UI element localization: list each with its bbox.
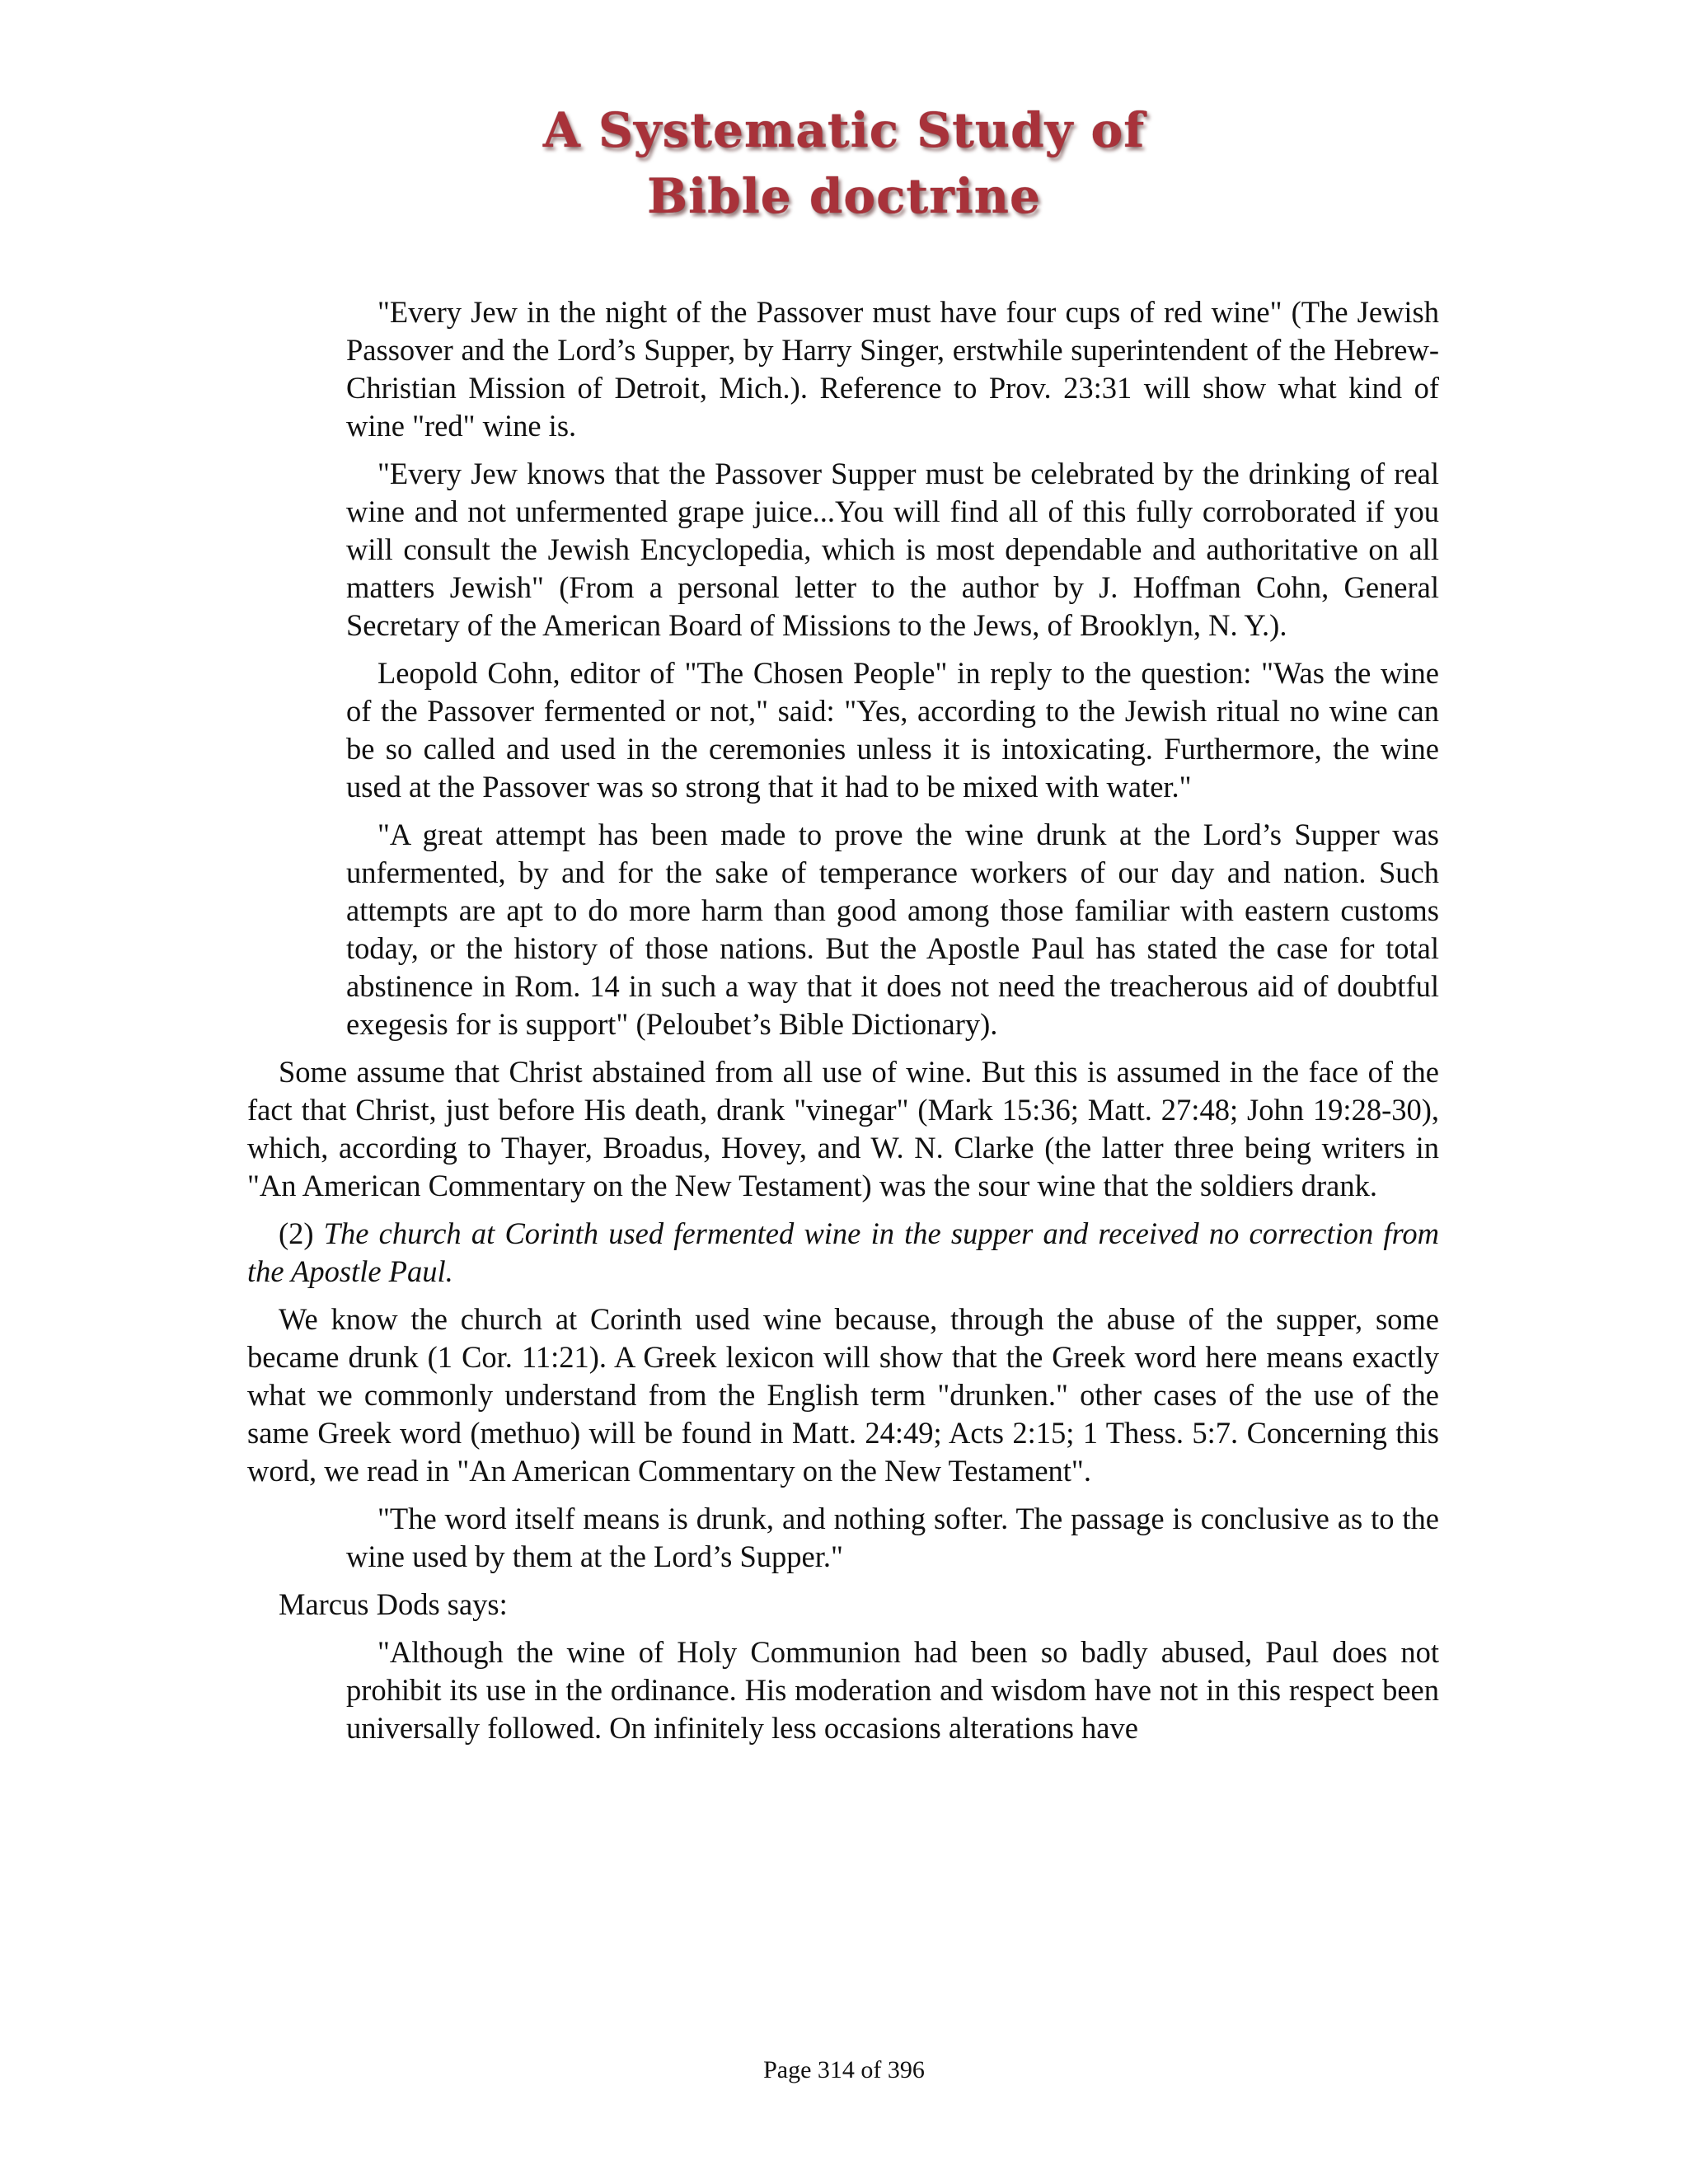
point-number: (2) [279, 1216, 314, 1250]
quote-paragraph-cohn-letter: "Every Jew knows that the Passover Supper must be celebrated by the drinking of real wine and not unfermented grape juice...You will find all of this fully corroborated if you will consult the Jewish Encyclopedia, which is most dependable and authoritative on all matters Jewish" (From a personal letter to the author by J. Hoffman Cohn, General Secretary of the American Board of Missions to the Jews, of Brooklyn, N. Y.). [346, 457, 1439, 642]
body-paragraph-marcus-dods: Marcus Dods says: [279, 1587, 508, 1621]
quote-paragraph-dods: "Although the wine of Holy Communion had been so badly abused, Paul does not prohibit its use in the ordinance. His moderation and wisdom have not in this respect been universally followed. On infinitely less occasions alterations have [346, 1635, 1439, 1745]
body-paragraph-corinth: We know the church at Corinth used wine because, through the abuse of the supper, some became drunk (1 Cor. 11:21). A Greek lexicon will show that the Greek word here means exactly what we commonly understand from the English term "drunken." other cases of the use of the same Greek word (methuo) will be found in Matt. 24:49; Acts 2:15; 1 Thess. 5:7. Concerning this word, we read in "An American Commentary on the New Testament". [247, 1302, 1439, 1488]
page-number: Page 314 of 396 [763, 2056, 925, 2083]
quote-paragraph-leopold-cohn: Leopold Cohn, editor of "The Chosen People" in reply to the question: "Was the wine of the Passover fermented or not," said: "Yes, according to the Jewish ritual no wine can be so called and used in the ceremonies unless it is intoxicating. Furthermore, the wine used at the Passover was so strong that it had to be mixed with water." [346, 656, 1439, 804]
header-title-line-2: Bible doctrine [647, 168, 1041, 224]
header-title-line-1: A Systematic Study of [542, 102, 1146, 158]
quote-paragraph-commentary: "The word itself means is drunk, and nothing softer. The passage is conclusive as to the wine used by them at the Lord’s Supper." [346, 1502, 1439, 1573]
body-paragraph-christ-wine: Some assume that Christ abstained from all use of wine. But this is assumed in the face of the fact that Christ, just before His death, drank "vinegar" (Mark 15:36; Matt. 27:48; John 19:28-30), which, according to Thayer, Broadus, Hovey, and W. N. Clarke (the latter three being writers in "An American Commentary on the New Testament) was the sour wine that the soldiers drank. [247, 1055, 1439, 1202]
point-paragraph-2 [247, 1215, 1439, 1291]
document-body [247, 293, 1439, 1757]
quote-paragraph-singer: "Every Jew in the night of the Passover must have four cups of red wine" (The Jewish Passover and the Lord’s Supper, by Harry Singer, erstwhile superintendent of the Hebrew-Christian Mission of Detroit, Mich.). Reference to Prov. 23:31 will show what kind of wine "red" wine is. [346, 295, 1439, 443]
page-header [0, 97, 1688, 229]
quote-paragraph-peloubet: "A great attempt has been made to prove the wine drunk at the Lord’s Supper was unfermented, by and for the sake of temperance workers of our day and nation. Such attempts are apt to do more harm than good among those familiar with eastern customs today, or the history of those nations. But the Apostle Paul has stated the case for total abstinence in Rom. 14 in such a way that it does not need the treacherous aid of doubtful exegesis for is support" (Peloubet’s Bible Dictionary). [346, 818, 1439, 1041]
point-heading: The church at Corinth used fermented wine in the supper and received no correction from the Apostle Paul. [247, 1216, 1439, 1288]
